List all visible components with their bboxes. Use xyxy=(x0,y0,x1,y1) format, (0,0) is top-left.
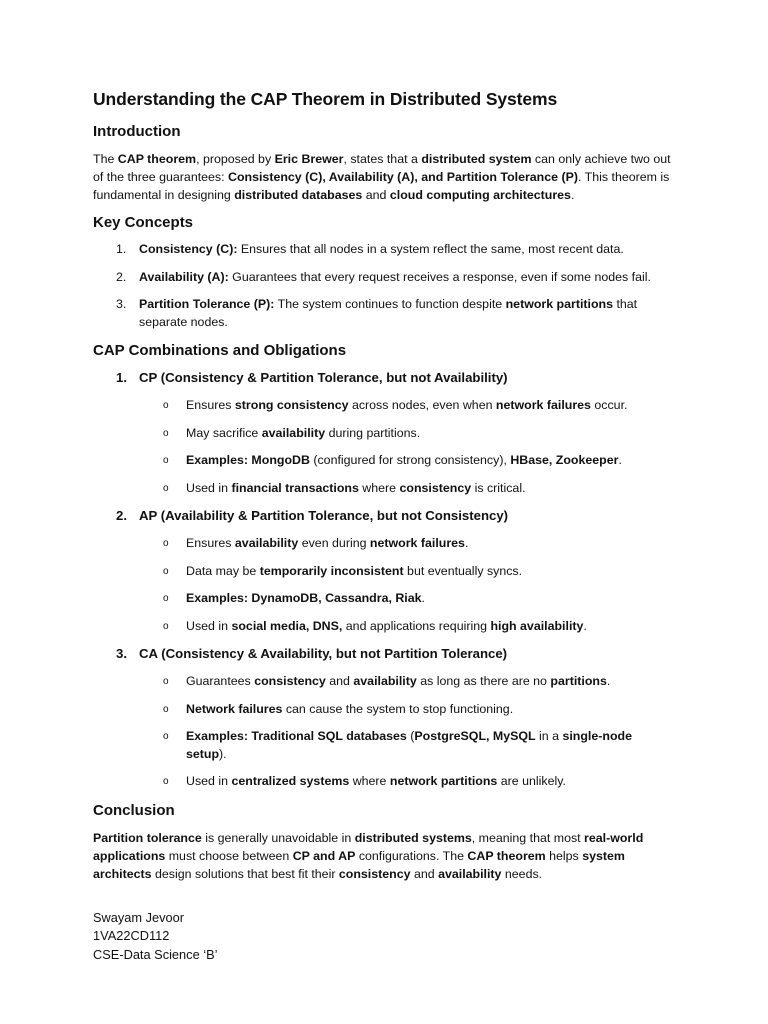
text-run: design solutions that best fit their xyxy=(151,866,339,881)
list-item xyxy=(93,773,672,791)
bold-run: Partition tolerance xyxy=(93,830,202,845)
bold-run: availability xyxy=(261,425,326,440)
text-run: , states that a xyxy=(343,152,422,166)
list-item xyxy=(93,673,672,691)
text-run: are unlikely. xyxy=(497,774,566,788)
text-run: . xyxy=(464,536,469,550)
bold-run: CAP theorem xyxy=(467,848,546,863)
combination-title: CA (Consistency & Availability, but not Partition Tolerance) xyxy=(139,646,508,661)
list-item xyxy=(93,535,672,553)
combinations-heading: CAP Combinations and Obligations xyxy=(93,342,347,359)
bold-run: social media, DNS, xyxy=(231,618,343,633)
bullet-text xyxy=(186,481,526,495)
text-run: (configured for strong consistency), xyxy=(309,453,511,467)
bold-run: system architects xyxy=(93,848,625,881)
bullet-icon: o xyxy=(163,620,169,632)
text-run: , meaning that most xyxy=(471,830,585,845)
bold-run: Consistency (C): xyxy=(139,242,238,256)
bold-run: availability xyxy=(353,674,417,688)
text-run: Used in xyxy=(186,618,232,633)
ap-bullet-list xyxy=(93,535,672,635)
bullet-text xyxy=(186,674,610,688)
bold-run: CAP theorem xyxy=(117,152,197,166)
bold-run: Availability (A): xyxy=(139,269,229,284)
conclusion-paragraph xyxy=(93,829,672,883)
combination-heading-cp xyxy=(93,369,672,387)
text-run: Used in xyxy=(186,480,232,495)
text-run: and xyxy=(325,674,354,688)
key-concept-item xyxy=(93,241,672,259)
list-number: 2. xyxy=(116,269,127,284)
key-concept-item xyxy=(93,269,672,287)
bold-run: temporarily inconsistent xyxy=(259,563,404,578)
intro-heading: Introduction xyxy=(93,123,181,140)
bold-run: availability xyxy=(234,536,299,550)
text-run: is generally unavoidable in xyxy=(201,830,355,845)
bullet-text xyxy=(186,619,587,633)
bold-run: availability xyxy=(438,866,502,881)
text-run: occur. xyxy=(590,398,628,412)
bullet-text xyxy=(186,729,632,761)
combination-title: CP (Consistency & Partition Tolerance, but not Availability) xyxy=(139,370,508,385)
conclusion-heading: Conclusion xyxy=(93,801,175,819)
bold-run: high availability xyxy=(490,618,584,633)
intro-paragraph xyxy=(93,150,672,204)
key-concepts-list xyxy=(93,241,672,331)
key-concepts-heading: Key Concepts xyxy=(93,214,194,231)
bold-run: centralized systems xyxy=(231,774,350,788)
text-run: . xyxy=(606,674,611,688)
bold-run: Consistency (C), Availability (A), and Partition Tolerance (P) xyxy=(228,170,578,184)
text-run: The system continues to function despite xyxy=(274,297,506,311)
text-run: must choose between xyxy=(165,848,293,863)
text-run: The xyxy=(93,152,118,166)
bullet-icon: o xyxy=(163,676,169,687)
combination-heading-ap xyxy=(93,507,672,525)
bold-run: Examples: DynamoDB, Cassandra, Riak xyxy=(186,591,422,605)
bold-run: consistency xyxy=(338,866,411,881)
bold-run: consistency xyxy=(254,674,326,688)
list-item xyxy=(93,452,672,470)
bullet-text xyxy=(186,536,468,550)
bold-run: Examples: Traditional SQL databases xyxy=(186,729,407,743)
list-item xyxy=(93,480,672,498)
list-item xyxy=(93,590,672,608)
document-title: Understanding the CAP Theorem in Distributed Systems xyxy=(93,89,558,109)
text-run: ). xyxy=(219,746,227,761)
bullet-icon: o xyxy=(163,455,169,466)
text-run: . xyxy=(570,188,575,202)
bold-run: Examples: MongoDB xyxy=(186,453,310,467)
bullet-text xyxy=(186,398,627,412)
list-number: 3. xyxy=(116,297,127,311)
bullet-icon: o xyxy=(163,703,169,715)
signature-block xyxy=(93,909,672,965)
bold-run: real-world applications xyxy=(93,830,644,863)
bold-run: partitions xyxy=(550,674,607,688)
key-concept-text xyxy=(139,242,624,256)
list-number: 3. xyxy=(116,646,127,661)
author-name: Swayam Jevoor xyxy=(93,909,185,925)
text-run: where xyxy=(358,480,400,495)
list-item xyxy=(93,425,672,443)
list-number: 2. xyxy=(116,508,127,523)
bold-run: network failures xyxy=(495,398,591,412)
text-run: is critical. xyxy=(471,480,526,495)
list-item xyxy=(93,728,672,763)
bold-run: distributed system xyxy=(421,152,532,166)
text-run: and applications requiring xyxy=(342,618,491,633)
text-run: helps xyxy=(545,848,583,863)
text-run: . This theorem is fundamental in designing xyxy=(93,170,670,202)
text-run: . xyxy=(618,453,622,467)
bullet-text xyxy=(186,591,425,605)
bullet-icon: o xyxy=(163,731,169,742)
bold-run: network failures xyxy=(369,536,465,550)
key-concept-text xyxy=(139,270,651,284)
key-concept-text xyxy=(139,297,637,329)
bold-run: distributed systems xyxy=(354,830,472,845)
text-run: as long as there are no xyxy=(416,674,551,688)
text-run: Used in xyxy=(186,774,232,788)
key-concept-item xyxy=(93,296,672,331)
text-run: during partitions. xyxy=(325,425,421,440)
bullet-icon: o xyxy=(163,776,169,787)
bullet-text xyxy=(186,774,566,788)
list-item xyxy=(93,397,672,415)
list-item xyxy=(93,701,672,719)
text-run: Ensures xyxy=(186,536,235,550)
text-run: that separate nodes. xyxy=(139,297,638,329)
bold-run: HBase, Zookeeper xyxy=(510,453,619,467)
bullet-icon: o xyxy=(163,538,169,549)
bold-run: financial transactions xyxy=(231,480,359,495)
text-run: Guarantees xyxy=(186,674,255,688)
text-run: can only achieve two out of the three guarantees: xyxy=(93,152,671,184)
text-run: . xyxy=(583,618,587,633)
text-run: in a xyxy=(535,729,563,743)
list-item xyxy=(93,563,672,581)
text-run: Ensures xyxy=(186,398,235,412)
list-number: 1. xyxy=(116,242,127,256)
text-run: Data may be xyxy=(186,563,260,578)
author-usn: 1VA22CD112 xyxy=(93,928,170,943)
text-run: can cause the system to stop functioning. xyxy=(282,701,514,716)
bullet-icon: o xyxy=(163,482,169,494)
list-number: 1. xyxy=(116,370,127,385)
text-run: configurations. The xyxy=(355,848,468,863)
bullet-text xyxy=(186,453,622,467)
text-run: even during xyxy=(298,536,370,550)
text-run: May sacrifice xyxy=(186,425,262,440)
bold-run: consistency xyxy=(399,480,472,495)
combination-title: AP (Availability & Partition Tolerance, but not Consistency) xyxy=(139,508,509,523)
ca-bullet-list xyxy=(93,673,672,791)
text-run: ( xyxy=(406,729,415,743)
bold-run: Partition Tolerance (P): xyxy=(139,297,275,311)
combination-heading-ca xyxy=(93,645,672,663)
text-run: Guarantees that every request receives a response, even if some nodes fail. xyxy=(228,269,651,284)
bullet-icon: o xyxy=(163,593,169,604)
bold-run: Network failures xyxy=(186,701,283,716)
text-run: Ensures that all nodes in a system reflect the same, most recent data. xyxy=(237,242,624,256)
bold-run: network partitions xyxy=(389,774,498,788)
author-class: CSE-Data Science ‘B’ xyxy=(93,946,218,962)
bold-run: strong consistency xyxy=(234,398,349,412)
list-item xyxy=(93,618,672,636)
bullet-text xyxy=(186,702,513,716)
bold-run: network partitions xyxy=(505,297,614,311)
bold-run: cloud computing architectures xyxy=(389,188,571,202)
cp-bullet-list xyxy=(93,397,672,497)
text-run: where xyxy=(349,774,390,788)
bullet-icon: o xyxy=(163,427,169,439)
text-run: but eventually syncs. xyxy=(403,563,523,578)
text-run: . xyxy=(421,591,425,605)
bullet-text xyxy=(186,426,420,440)
text-run: , proposed by xyxy=(196,152,275,166)
bold-run: CP and AP xyxy=(292,848,356,863)
text-run: and xyxy=(362,188,390,202)
bold-run: distributed databases xyxy=(234,188,363,202)
text-run: across nodes, even when xyxy=(348,398,496,412)
bold-run: single-node setup xyxy=(186,729,632,761)
bullet-icon: o xyxy=(163,400,169,411)
bold-run: PostgreSQL, MySQL xyxy=(414,729,536,743)
bullet-icon: o xyxy=(163,565,169,577)
text-run: and xyxy=(410,866,439,881)
text-run: needs. xyxy=(501,866,543,881)
bold-run: Eric Brewer xyxy=(274,152,344,166)
bullet-text xyxy=(186,564,522,578)
